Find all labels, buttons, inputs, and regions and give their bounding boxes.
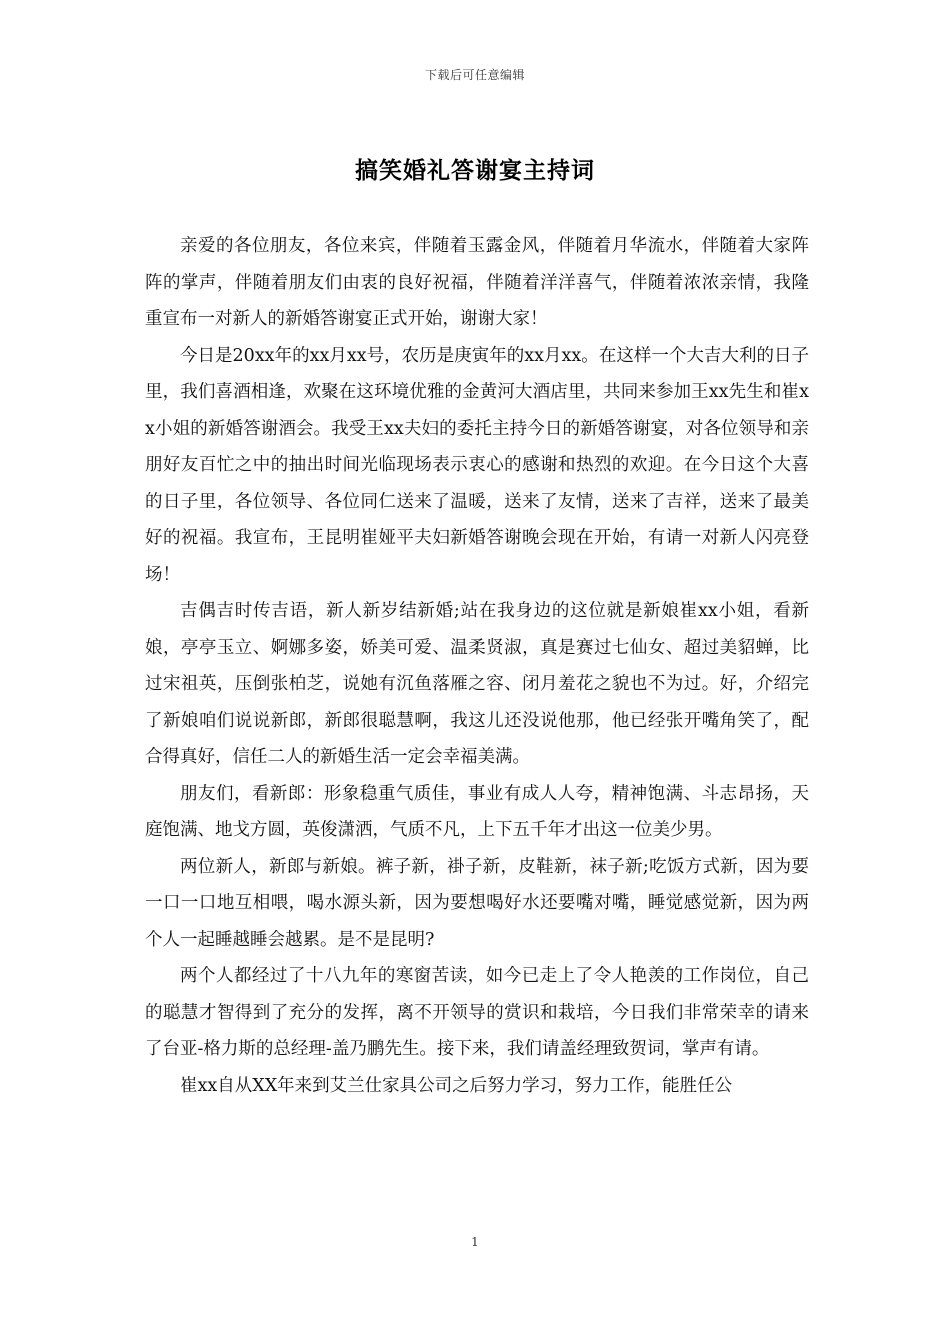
paragraph: 两位新人，新郎与新娘。裤子新，褂子新，皮鞋新，袜子新;吃饭方式新，因为要一口一口地互相喂，喝水源头新，因为要想喝好水还要嘴对嘴，睡觉感觉新，因为两个人一起睡越睡会越累。是不是昆明? bbox=[145, 856, 809, 950]
paragraph: 亲爱的各位朋友，各位来宾，伴随着玉露金风，伴随着月华流水，伴随着大家阵阵的掌声，伴随着朋友们由衷的良好祝福，伴随着洋洋喜气，伴随着浓浓亲情，我隆重宣布一对新人的新婚答谢宴正式开始，谢谢大家！ bbox=[145, 236, 809, 329]
paragraph: 崔xx自从XX年来到艾兰仕家具公司之后努力学习，努力工作，能胜任公 bbox=[180, 1075, 733, 1096]
paragraph: 朋友们，看新郎：形象稳重气质佳，事业有成人人夸，精神饱满、斗志昂扬，天庭饱满、地戈方圆，英俊潇洒，气质不凡，上下五千年才出这一位美少男。 bbox=[145, 783, 809, 840]
paragraph: 吉偶吉时传吉语，新人新岁结新婚;站在我身边的这位就是新娘崔xx小姐，看新娘，亭亭玉立、婀娜多姿，娇美可爱、温柔贤淑，真是赛过七仙女、超过美貂蝉，比过宋祖英，压倒张柏芝，说她有沉鱼落雁之容、闭月羞花之貌也不为过。好，介绍完了新娘咱们说说新郎，新郎很聪慧啊，我这儿还没说他那，他已经张开嘴角笑了，配合得真好，信任二人的新婚生活一定会幸福美满。 bbox=[145, 601, 809, 767]
paragraph: 今日是20xx年的xx月xx号，农历是庚寅年的xx月xx。在这样一个大吉大利的日子里，我们喜酒相逢，欢聚在这环境优雅的金黄河大酒店里，共同来参加王xx先生和崔xx小姐的新婚答谢酒会。我受王xx夫妇的委托主持今日的新婚答谢宴，对各位领导和亲朋好友百忙之中的抽出时间光临现场表示衷心的感谢和热烈的欢迎。在今日这个大喜的日子里，各位领导、各位同仁送来了温暖，送来了友情，送来了吉祥，送来了最美好的祝福。我宣布，王昆明崔娅平夫妇新婚答谢晚会现在开始，有请一对新人闪亮登场！ bbox=[145, 345, 809, 585]
page-number: 1 bbox=[471, 1235, 479, 1249]
document-title: 搞笑婚礼答谢宴主持词 bbox=[355, 157, 595, 184]
header-note: 下载后可任意编辑 bbox=[424, 68, 525, 82]
paragraph: 两个人都经过了十八九年的寒窗苦读，如今已走上了令人艳羡的工作岗位，自己的聪慧才智得到了充分的发挥，离不开领导的赏识和栽培，今日我们非常荣幸的请来了台亚-格力斯的总经理-盖乃鹏先生。接下来，我们请盖经理致贺词，掌声有请。 bbox=[145, 966, 809, 1059]
document-body bbox=[145, 228, 809, 1104]
